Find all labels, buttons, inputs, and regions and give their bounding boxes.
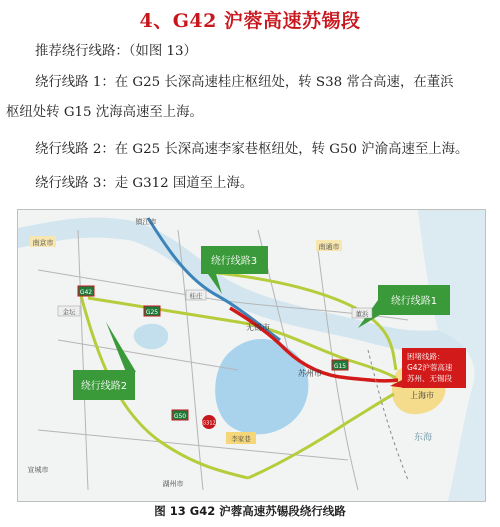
shield-g25 bbox=[144, 306, 160, 316]
recommended-routes-intro: 推荐绕行线路：（如图 13） bbox=[35, 44, 197, 59]
route3-description: 绕行线路 3：走 G312 国道至上海。 bbox=[35, 176, 254, 191]
svg-text:G15: G15 bbox=[333, 363, 347, 370]
map-svg bbox=[18, 210, 485, 501]
city-suzhou: 苏州市 bbox=[298, 369, 322, 378]
city-jintan: 金坛 bbox=[62, 308, 76, 316]
shield-g312 bbox=[202, 415, 216, 429]
city-shanghai: 上海市 bbox=[410, 391, 434, 400]
city-lijiaxiang: 李家巷 bbox=[231, 435, 251, 443]
city-wuxi: 无锡市 bbox=[246, 323, 270, 332]
svg-text:G50: G50 bbox=[173, 413, 187, 420]
city-guizhuang: 桂庄 bbox=[189, 292, 203, 300]
shield-g50 bbox=[172, 410, 188, 420]
sea-label: 东海 bbox=[413, 433, 433, 443]
svg-text:G25: G25 bbox=[145, 309, 159, 316]
city-nantong: 南通市 bbox=[318, 243, 340, 251]
route1-description-line1: 绕行线路 1：在 G25 长深高速桂庄枢纽处，转 S38 常合高速，在董浜 bbox=[35, 75, 454, 90]
route1-callout-label: 绕行线路1 bbox=[390, 296, 438, 307]
city-nanjing: 南京市 bbox=[32, 239, 54, 247]
shield-g42 bbox=[78, 286, 94, 296]
city-dongbang: 董浜 bbox=[355, 310, 369, 318]
svg-text:G42: G42 bbox=[79, 289, 93, 296]
route3-callout-label: 绕行线路3 bbox=[210, 256, 258, 267]
city-huzhou: 湖州市 bbox=[162, 480, 184, 488]
figure-caption: 图 13 G42 沪蓉高速苏锡段绕行线路 bbox=[154, 504, 346, 518]
city-xuancheng: 宣城市 bbox=[27, 466, 49, 474]
closure-line2: G42沪蓉高速 bbox=[407, 363, 453, 372]
svg-text:G312: G312 bbox=[202, 420, 216, 427]
route1-description-line2: 枢纽处转 G15 沈海高速至上海。 bbox=[6, 105, 203, 120]
city-zhenjiang: 镇江市 bbox=[135, 218, 157, 226]
detour-map bbox=[17, 209, 486, 502]
route2-callout-label: 绕行线路2 bbox=[80, 381, 128, 392]
section-heading: 4、G42 沪蓉高速苏锡段 bbox=[139, 10, 361, 32]
route2-description: 绕行线路 2：在 G25 长深高速李家巷枢纽处，转 G50 沪渝高速至上海。 bbox=[35, 142, 469, 157]
closure-line3: 苏州、无锡段 bbox=[407, 374, 452, 383]
closure-line1: 困堵线路： bbox=[407, 352, 445, 361]
shield-g15 bbox=[332, 360, 348, 370]
